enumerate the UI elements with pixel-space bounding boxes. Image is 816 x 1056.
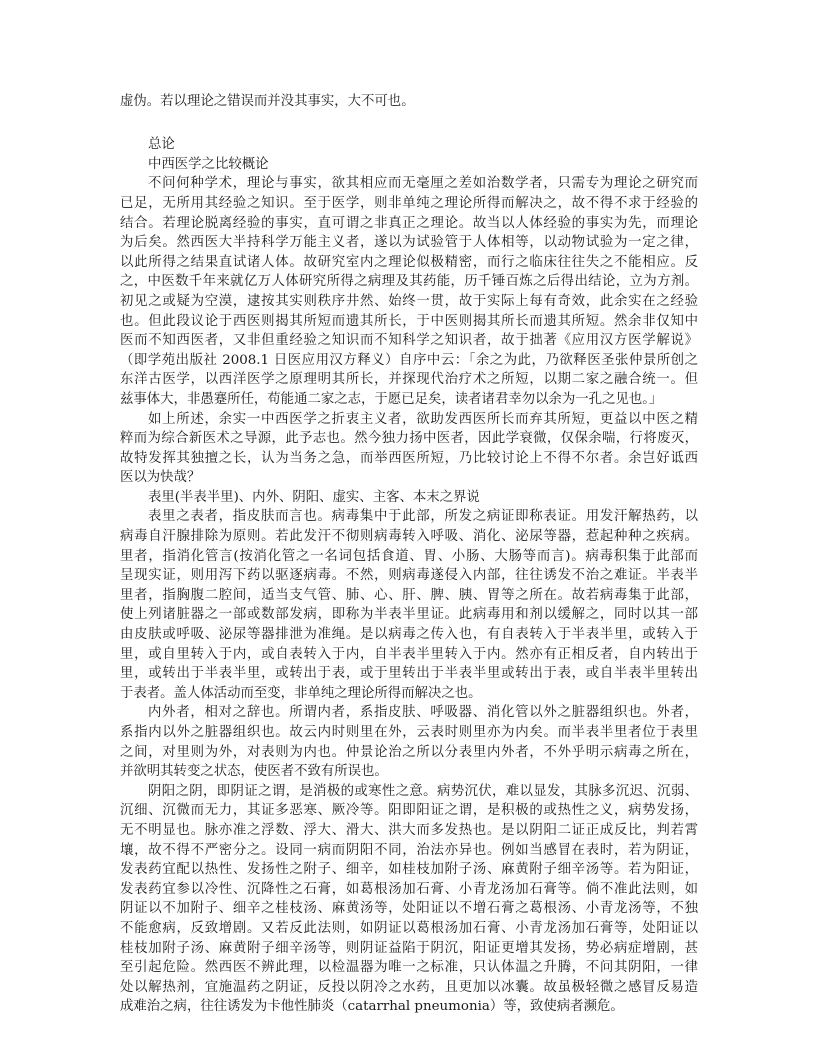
text-line: （即学苑出版社 2008.1 日医应用汉方释义）自序中云：「余之为此，乃欲释医圣张仲景所创之 — [120, 352, 698, 368]
text-line: 呈现实证，则用泻下药以驱逐病毒。不然，则病毒遂侵入内部，往往诱发不治之难证。半表半 — [120, 568, 698, 584]
text-line: 医而不知西医者，又非但重经验之知识而不知科学之知识者，故于拙著《应用汉方医学解说》 — [120, 333, 698, 349]
text-line: 内外者，相对之辞也。所谓内者，系指皮肤、呼吸器、消化管以外之脏器组织也。外者， — [148, 705, 698, 721]
subtitle: 中西医学之比较概论 — [148, 156, 269, 172]
text-line: 初见之或疑为空漠，逮按其实则秩序井然、始终一贯，故于实际上每有奇效，此余实在之经验 — [120, 293, 698, 309]
heading-definitions: 表里(半表半里)、内外、阴阳、虚实、主客、本末之界说 — [148, 489, 480, 505]
text-line: 里，或自里转入于内，或自表转入于内，自半表半里转入于内。然亦有正相反者，自内转出于 — [120, 646, 698, 662]
text-line: 发表药宜配以热性、发扬性之附子、细辛，如桂枝加附子汤、麻黄附子细辛汤等。若为阳证， — [120, 862, 698, 878]
text-line: 以此所得之结果直试诸人体。故研究室内之理论似极精密，而行之临床往往失之不能相应。反 — [120, 254, 698, 270]
paragraph-1 — [120, 174, 698, 409]
text-line: 之，中医数千年来就亿万人体研究所得之病理及其药能，历千锤百炼之后得出结论，立为方剂。 — [120, 274, 698, 290]
text-line: 于表者。盖人体活动而至变，非单纯之理论所得而解决之也。 — [120, 685, 482, 701]
text-line: 东洋古医学，以西洋医学之原理明其所长，并探现代治疗术之所短，以期二家之融合统一。但 — [120, 372, 698, 388]
text-line: 结合。若理论脱离经验的事实，直可谓之非真正之理论。故当以人体经验的事实为先，而理论 — [120, 215, 698, 231]
text-line: 阴证以不加附子、细辛之桂枝汤、麻黄汤等，处阳证以不增石膏之葛根汤、小青龙汤等，不独 — [120, 901, 698, 917]
text-line: 不问何种学术，理论与事实，欲其相应而无毫厘之差如治数学者，只需专为理论之研究而 — [148, 176, 698, 192]
paragraph-5 — [120, 782, 698, 1017]
text-line: 使上列诸脏器之一部或数部发病，即称为半表半里证。此病毒用和剂以缓解之，同时以其一部 — [120, 607, 698, 623]
text-line: 至引起危险。然西医不辨此理，以检温器为唯一之标准，只认体温之升腾，不问其阴阳，一律 — [120, 960, 698, 976]
text-line: 并欲明其转变之状态，使医者不致有所误也。 — [120, 764, 388, 780]
text-line: 阴阳之阴，即阴证之谓，是消极的或寒性之意。病势沉伏，难以显发，其脉多沉迟、沉弱、 — [148, 783, 698, 799]
text-line: 为后矣。然西医大半持科学万能主义者，遂以为试验管于人体相等，以动物试验为一定之律， — [120, 235, 698, 251]
text-line: 处以解热剂，宜施温药之阴证，反投以阴冷之水药，且更加以冰囊。故虽极轻微之感冒反易造 — [120, 979, 698, 995]
text-line: 已足，无所用其经验之知识。至于医学，则非单纯之理论所得而解决之，故不得不求于经验的 — [120, 195, 698, 211]
text-line: 也。但此段议论于西医则揭其所短而遗其所长，于中医则揭其所长而遗其所短。然余非仅知中 — [120, 313, 698, 329]
text-line: 兹事体大，非愚蹇所任，苟能通二家之志，于愿已足矣，读者诸君幸勿以余为一孔之见也。」 — [120, 391, 663, 407]
text-line: 里者，指胸腹二腔间，适当支气管、肺、心、肝、脾、胰、胃等之所在。故若病毒集于此部， — [120, 587, 698, 603]
text-line: 桂枝加附子汤、麻黄附子细辛汤等，则阴证益陷于阴沉，阳证更增其发扬，势必病症增剧，甚 — [120, 940, 698, 956]
text-line: 故特发挥其独擅之长，认为当务之急，而举西医所短，乃比较讨论上不得不尔者。余岂好诋西 — [120, 450, 698, 466]
paragraph-2 — [120, 410, 698, 488]
text-line: 发表药宜参以冷性、沉降性之石膏，如葛根汤加石膏、小青龙汤加石膏等。倘不准此法则，如 — [120, 881, 698, 897]
text-line: 表里之表者，指皮肤而言也。病毒集中于此部，所发之病证即称表证。用发汗解热药，以 — [148, 509, 698, 525]
text-line: 成难治之病，往往诱发为卡他性肺炎（catarrhal pneumonia）等，致使病者濒危。 — [120, 999, 624, 1015]
text-line: 壤，故不得不严密分之。设同一病而阴阳不同，治法亦异也。例如当感冒在表时，若为阴证， — [120, 842, 698, 858]
text-line: 之间，对里则为外，对表则为内也。仲景论治之所以分表里内外者，不外乎明示病毒之所在， — [120, 744, 698, 760]
text-line: 不能愈病，反致增剧。又若反此法则，如阴证以葛根汤加石膏、小青龙汤加石膏等，处阳证以 — [120, 920, 698, 936]
text-line: 由皮肤或呼吸、泌尿等器排泄为准绳。是以病毒之传入也，有自表转入于半表半里，或转入于 — [120, 627, 698, 643]
text-line: 病毒自汗腺排除为原则。若此发汗不彻则病毒转入呼吸、消化、泌尿等器，惹起种种之疾病。 — [120, 529, 698, 545]
text-line: 里者，指消化管言(按消化管之一名词包括食道、胃、小肠、大肠等而言)。病毒积集于此部而 — [120, 548, 698, 564]
intro-line: 虚伪。若以理论之错误而并没其事实，大不可也。 — [120, 94, 415, 109]
text-line: 如上所述，余实一中西医学之折衷主义者，欲助发西医所长而弃其所短，更益以中医之精 — [148, 411, 698, 427]
text-line: 沉细、沉微而无力，其证多恶寒、厥冷等。阳即阳证之谓，是积极的或热性之义，病势发扬， — [120, 803, 698, 819]
text-line: 里，或转出于半表半里，或转出于表，或于里转出于半表半里或转出于表，或自半表半里转出 — [120, 666, 698, 682]
paragraph-3 — [120, 507, 698, 703]
document-page — [120, 92, 698, 1017]
text-line: 无不明显也。脉亦准之浮数、浮大、滑大、洪大而多发热也。是以阴阳二证正成反比，判若霄 — [120, 822, 698, 838]
section-title: 总论 — [148, 137, 175, 153]
text-line: 系指内以外之脏器组织也。故云内时则里在外，云表时则里亦为内矣。而半表半里者位于表里 — [120, 725, 698, 740]
text-line: 医以为快哉？ — [120, 470, 201, 486]
paragraph-4 — [120, 703, 698, 781]
text-line: 粹而为综合新医术之导源，此予志也。然今独力扬中医者，因此学衰微，仅保余喘，行将废灭， — [120, 431, 698, 447]
blank-gap — [120, 112, 698, 132]
